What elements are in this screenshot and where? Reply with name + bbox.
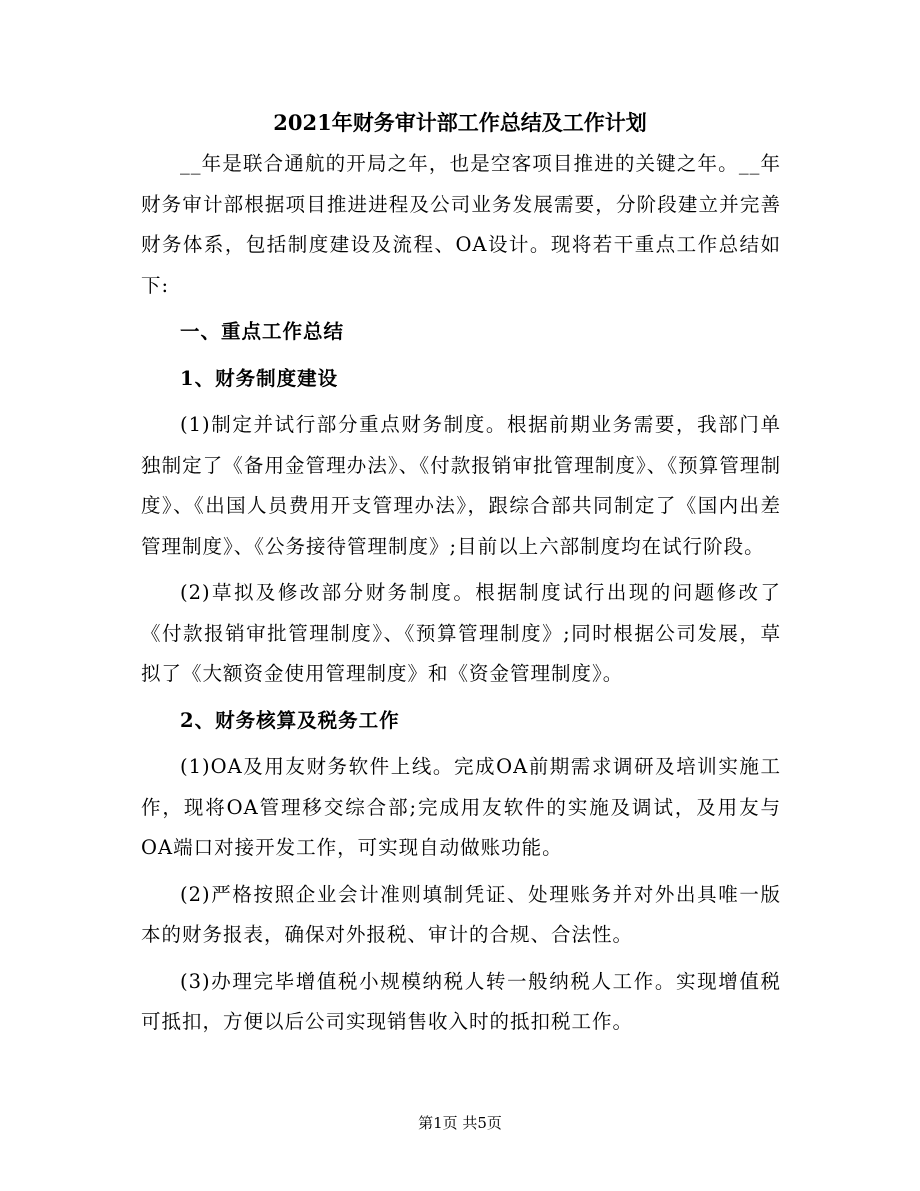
page-number-footer: 第1页 共5页 (418, 1114, 502, 1132)
document-body (141, 144, 781, 1049)
subsection-heading-financial-system: 1、财务制度建设 (180, 366, 339, 390)
subsection-heading-accounting-tax: 2、财务核算及税务工作 (180, 708, 400, 732)
document-title: 2021年财务审计部工作总结及工作计划 (273, 110, 647, 135)
paragraph-oa-software: (1)OA及用友财务软件上线。完成OA前期需求调研及培训实施工作，现将OA管理移交综合部;完成用友软件的实施及调试，及用友与OA端口对接开发工作，可实现自动做账功能。 (141, 755, 781, 859)
paragraph-accounting-standards: (2)严格按照企业会计准则填制凭证、处理账务并对外出具唯一版本的财务报表，确保对外报税、审计的合规、合法性。 (141, 882, 781, 946)
intro-paragraph: __年是联合通航的开局之年，也是空客项目推进的关键之年。__年财务审计部根据项目推进进程及公司业务发展需要，分阶段建立并完善财务体系，包括制度建设及流程、OA设计。现将若干重点工作总结如下: (141, 152, 781, 297)
paragraph-vat-taxpayer: (3)办理完毕增值税小规模纳税人转一般纳税人工作。实现增值税可抵扣，方便以后公司实现销售收入时的抵扣税工作。 (141, 969, 781, 1033)
paragraph-revise-regulations: (2)草拟及修改部分财务制度。根据制度试行出现的问题修改了《付款报销审批管理制度》、《预算管理制度》;同时根据公司发展，草拟了《大额资金使用管理制度》和《资金管理制度》。 (141, 581, 781, 685)
paragraph-draft-regulations: (1)制定并试行部分重点财务制度。根据前期业务需要，我部门单独制定了《备用金管理办法》、《付款报销审批管理制度》、《预算管理制度》、《出国人员费用开支管理办法》，跟综合部共同制定了《国内出差管理制度》、《公务接待管理制度》;目前以上六部制度均在试行阶段。 (141, 413, 781, 558)
section-heading-key-work-summary: 一、重点工作总结 (180, 320, 345, 343)
